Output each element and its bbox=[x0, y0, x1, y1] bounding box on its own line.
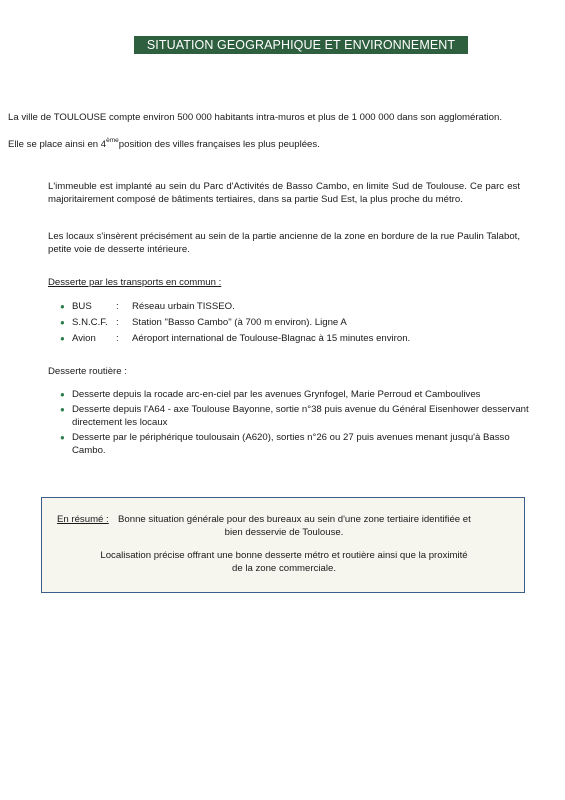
bullet-icon: ● bbox=[60, 405, 65, 414]
routiere-item: Desserte par le périphérique toulousain (A620), sorties n°26 ou 27 puis avenues menant jusqu'à Basso Cambo. bbox=[72, 432, 510, 456]
bullet-icon: ● bbox=[60, 390, 65, 399]
transport-desc: Aéroport international de Toulouse-Blagnac à 15 minutes environ. bbox=[132, 333, 411, 344]
rank-text-pre: Elle se place ainsi en 4 bbox=[8, 139, 107, 150]
transport-sep: : bbox=[116, 317, 119, 328]
intro-line-rank bbox=[8, 135, 320, 151]
summary-line-4: de la zone commerciale. bbox=[232, 563, 336, 574]
transports-heading: Desserte par les transports en commun : bbox=[48, 277, 222, 288]
paragraph-location: L'immeuble est implanté au sein du Parc d'Activités de Basso Cambo, en limite Sud de Toulouse. Ce parc est majoritairement composé de bâtiments tertiaires, dans sa partie Sud Est, la plus proche du métro. bbox=[48, 181, 520, 205]
bullet-icon: ● bbox=[60, 334, 65, 343]
routiere-item: Desserte depuis la rocade arc-en-ciel par les avenues Grynfogel, Marie Perroud et Camboulives bbox=[72, 389, 481, 400]
summary-box bbox=[41, 497, 525, 593]
summary-label: En résumé : bbox=[57, 514, 109, 525]
rank-superscript: ème bbox=[106, 137, 119, 144]
transport-item bbox=[72, 301, 235, 314]
routiere-heading: Desserte routière : bbox=[48, 366, 127, 377]
page-title: SITUATION GEOGRAPHIQUE ET ENVIRONNEMENT bbox=[134, 36, 468, 54]
transport-sep: : bbox=[116, 333, 119, 344]
intro-line-population: La ville de TOULOUSE compte environ 500 000 habitants intra-muros et plus de 1 000 000 dans son agglomération. bbox=[8, 112, 503, 123]
transport-sep: : bbox=[116, 301, 119, 312]
transport-mode: Avion bbox=[72, 333, 96, 344]
bullet-icon: ● bbox=[60, 318, 65, 327]
summary-line-2: bien desservie de Toulouse. bbox=[224, 527, 344, 538]
summary-line-3: Localisation précise offrant une bonne desserte métro et routière ainsi que la proximité bbox=[100, 550, 468, 561]
transport-item bbox=[72, 317, 347, 330]
transport-desc: Réseau urbain TISSEO. bbox=[132, 301, 235, 312]
paragraph-premises: Les locaux s'insèrent précisément au sein de la partie ancienne de la zone en bordure de la rue Paulin Talabot, petite voie de desserte intérieure. bbox=[48, 231, 520, 255]
summary-line-1: Bonne situation générale pour des bureaux au sein d'une zone tertiaire identifiée et bbox=[118, 514, 471, 525]
routiere-item: Desserte depuis l'A64 - axe Toulouse Bayonne, sortie n°38 puis avenue du Général Eisenhower desservant directement les locaux bbox=[72, 404, 529, 428]
transport-mode: BUS bbox=[72, 301, 92, 312]
transport-desc: Station "Basso Cambo" (à 700 m environ). Ligne A bbox=[132, 317, 347, 328]
rank-text-post: position des villes françaises les plus peuplées. bbox=[118, 139, 320, 150]
transport-item bbox=[72, 333, 410, 346]
bullet-icon: ● bbox=[60, 302, 65, 311]
transport-mode: S.N.C.F. bbox=[72, 317, 108, 328]
bullet-icon: ● bbox=[60, 433, 65, 442]
